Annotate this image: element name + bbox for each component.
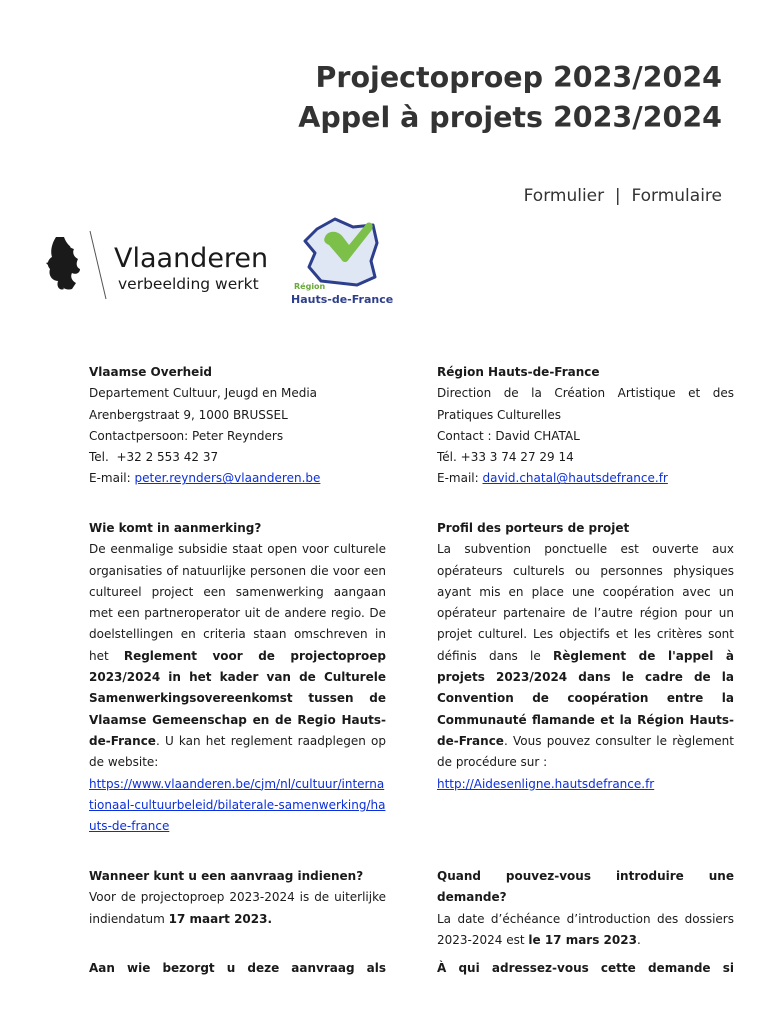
eligibility-heading-nl: Wie komt in aanmerking? (89, 521, 262, 535)
eligibility-block-nl (89, 518, 386, 837)
contact-block-nl (89, 362, 386, 490)
email-link-nl[interactable]: peter.reynders@vlaanderen.be (134, 471, 321, 486)
france-map-icon (305, 219, 377, 285)
eligibility-text-part1-nl: De eenmalige subsidie staat open voor culturele organisaties of natuurlijke personen die voor een cultureel project een samenwerking aangaan met een partneroperator uit de andere regio. De doelstellingen en criteria staan omschreven in het (89, 542, 386, 663)
deadline-date-nl: 17 maart 2023. (168, 911, 273, 926)
website-link-nl[interactable]: https://www.vlaanderen.be/cjm/nl/cultuur/internationaal-cultuurbeleid/bilaterale-samenwerking/hauts-de-france (89, 776, 386, 834)
eligibility-text-part2-fr: . Vous pouvez consulter le règlement de procédure sur : (437, 733, 734, 770)
deadline-text-fr (437, 909, 734, 952)
deadline-text-part1-fr: La date d’échéance d’introduction des dossiers 2023-2024 est (437, 911, 734, 947)
page-title (298, 58, 722, 138)
website-link-line-fr (437, 774, 734, 795)
form-subtitle: Formulier | Formulaire (523, 186, 722, 206)
vlaanderen-wordmark: Vlaanderen (114, 243, 269, 274)
contact-dept-nl: Departement Cultuur, Jeugd en Media (89, 386, 318, 401)
title-line-fr: Appel à projets 2023/2024 (298, 101, 722, 134)
deadline-heading-nl: Wanneer kunt u een aanvraag indienen? (89, 869, 364, 883)
contact-tel-fr: Tél. +33 3 74 27 29 14 (437, 450, 574, 465)
hdf-logo-name: Hauts-de-France (291, 293, 394, 306)
contact-person-nl: Contactpersoon: Peter Reynders (89, 428, 284, 443)
contact-tel-nl: Tel. +32 2 553 42 37 (89, 450, 219, 465)
contact-heading-nl: Vlaamse Overheid (89, 365, 213, 379)
eligibility-text-part1-fr: La subvention ponctuelle est ouverte aux opérateurs culturels ou personnes physiques ayant mis en place une coopération avec un opérateur partenaire de l’autre région pour un projet culturel. Les objectifs et les critères sont définis dans le (437, 542, 734, 663)
vlaanderen-tagline: verbeelding werkt (118, 275, 259, 293)
email-label-fr: E-mail: (437, 471, 483, 486)
regulation-name-nl: Reglement voor de projectoproep 2023/2024 in het kader van de Culturele Samenwerkingsovereenkomst tussen de Vlaamse Gemeenschap en de Regio Hauts-de-France (89, 648, 386, 748)
contact-email-line-nl (89, 468, 386, 489)
eligibility-text-fr (437, 539, 734, 773)
deadline-text-part2-fr: . (636, 932, 641, 947)
deadline-heading-fr: Quand pouvez-vous introduire une demande? (437, 869, 734, 905)
contact-block-fr (437, 362, 734, 490)
deadline-text-part1-nl: Voor de projectoproep 2023-2024 is de uiterlijke indiendatum (89, 890, 386, 926)
title-line-nl: Projectoproep 2023/2024 (315, 61, 722, 94)
website-link-line-nl (89, 774, 386, 838)
eligibility-heading-fr: Profil des porteurs de projet (437, 521, 630, 535)
hdf-logo-region: Région (294, 282, 326, 291)
submit-heading-fr: À qui adressez-vous cette demande si (437, 961, 734, 975)
contact-email-line-fr (437, 468, 734, 489)
regulation-name-fr: Règlement de l'appel à projets 2023/2024 dans le cadre de la Convention de coopération entre la Communauté flamande et la Région Hauts-de-France (437, 648, 734, 748)
contact-person-fr: Contact : David CHATAL (437, 428, 580, 443)
vlaanderen-logo (42, 225, 282, 305)
eligibility-text-part2-nl: . U kan het reglement raadplegen op de website: (89, 733, 386, 770)
eligibility-text-nl (89, 539, 386, 773)
deadline-block-fr (437, 866, 734, 951)
website-link-fr[interactable]: http://Aidesenligne.hautsdefrance.fr (437, 776, 655, 791)
deadline-block-nl (89, 866, 386, 930)
submit-block-nl (89, 958, 386, 979)
contact-dept-fr: Direction de la Création Artistique et des Pratiques Culturelles (437, 386, 734, 422)
contact-address-nl: Arenbergstraat 9, 1000 BRUSSEL (89, 407, 288, 422)
email-label-nl: E-mail: (89, 471, 135, 486)
deadline-date-fr: le 17 mars 2023 (528, 932, 637, 947)
submit-block-fr (437, 958, 734, 979)
lion-icon (46, 237, 80, 290)
email-link-fr[interactable]: david.chatal@hautsdefrance.fr (482, 471, 668, 486)
eligibility-block-fr (437, 518, 734, 795)
submit-heading-nl: Aan wie bezorgt u deze aanvraag als (89, 961, 386, 975)
deadline-text-nl (89, 887, 386, 930)
contact-heading-fr: Région Hauts-de-France (437, 365, 600, 379)
hauts-de-france-logo (287, 207, 397, 312)
